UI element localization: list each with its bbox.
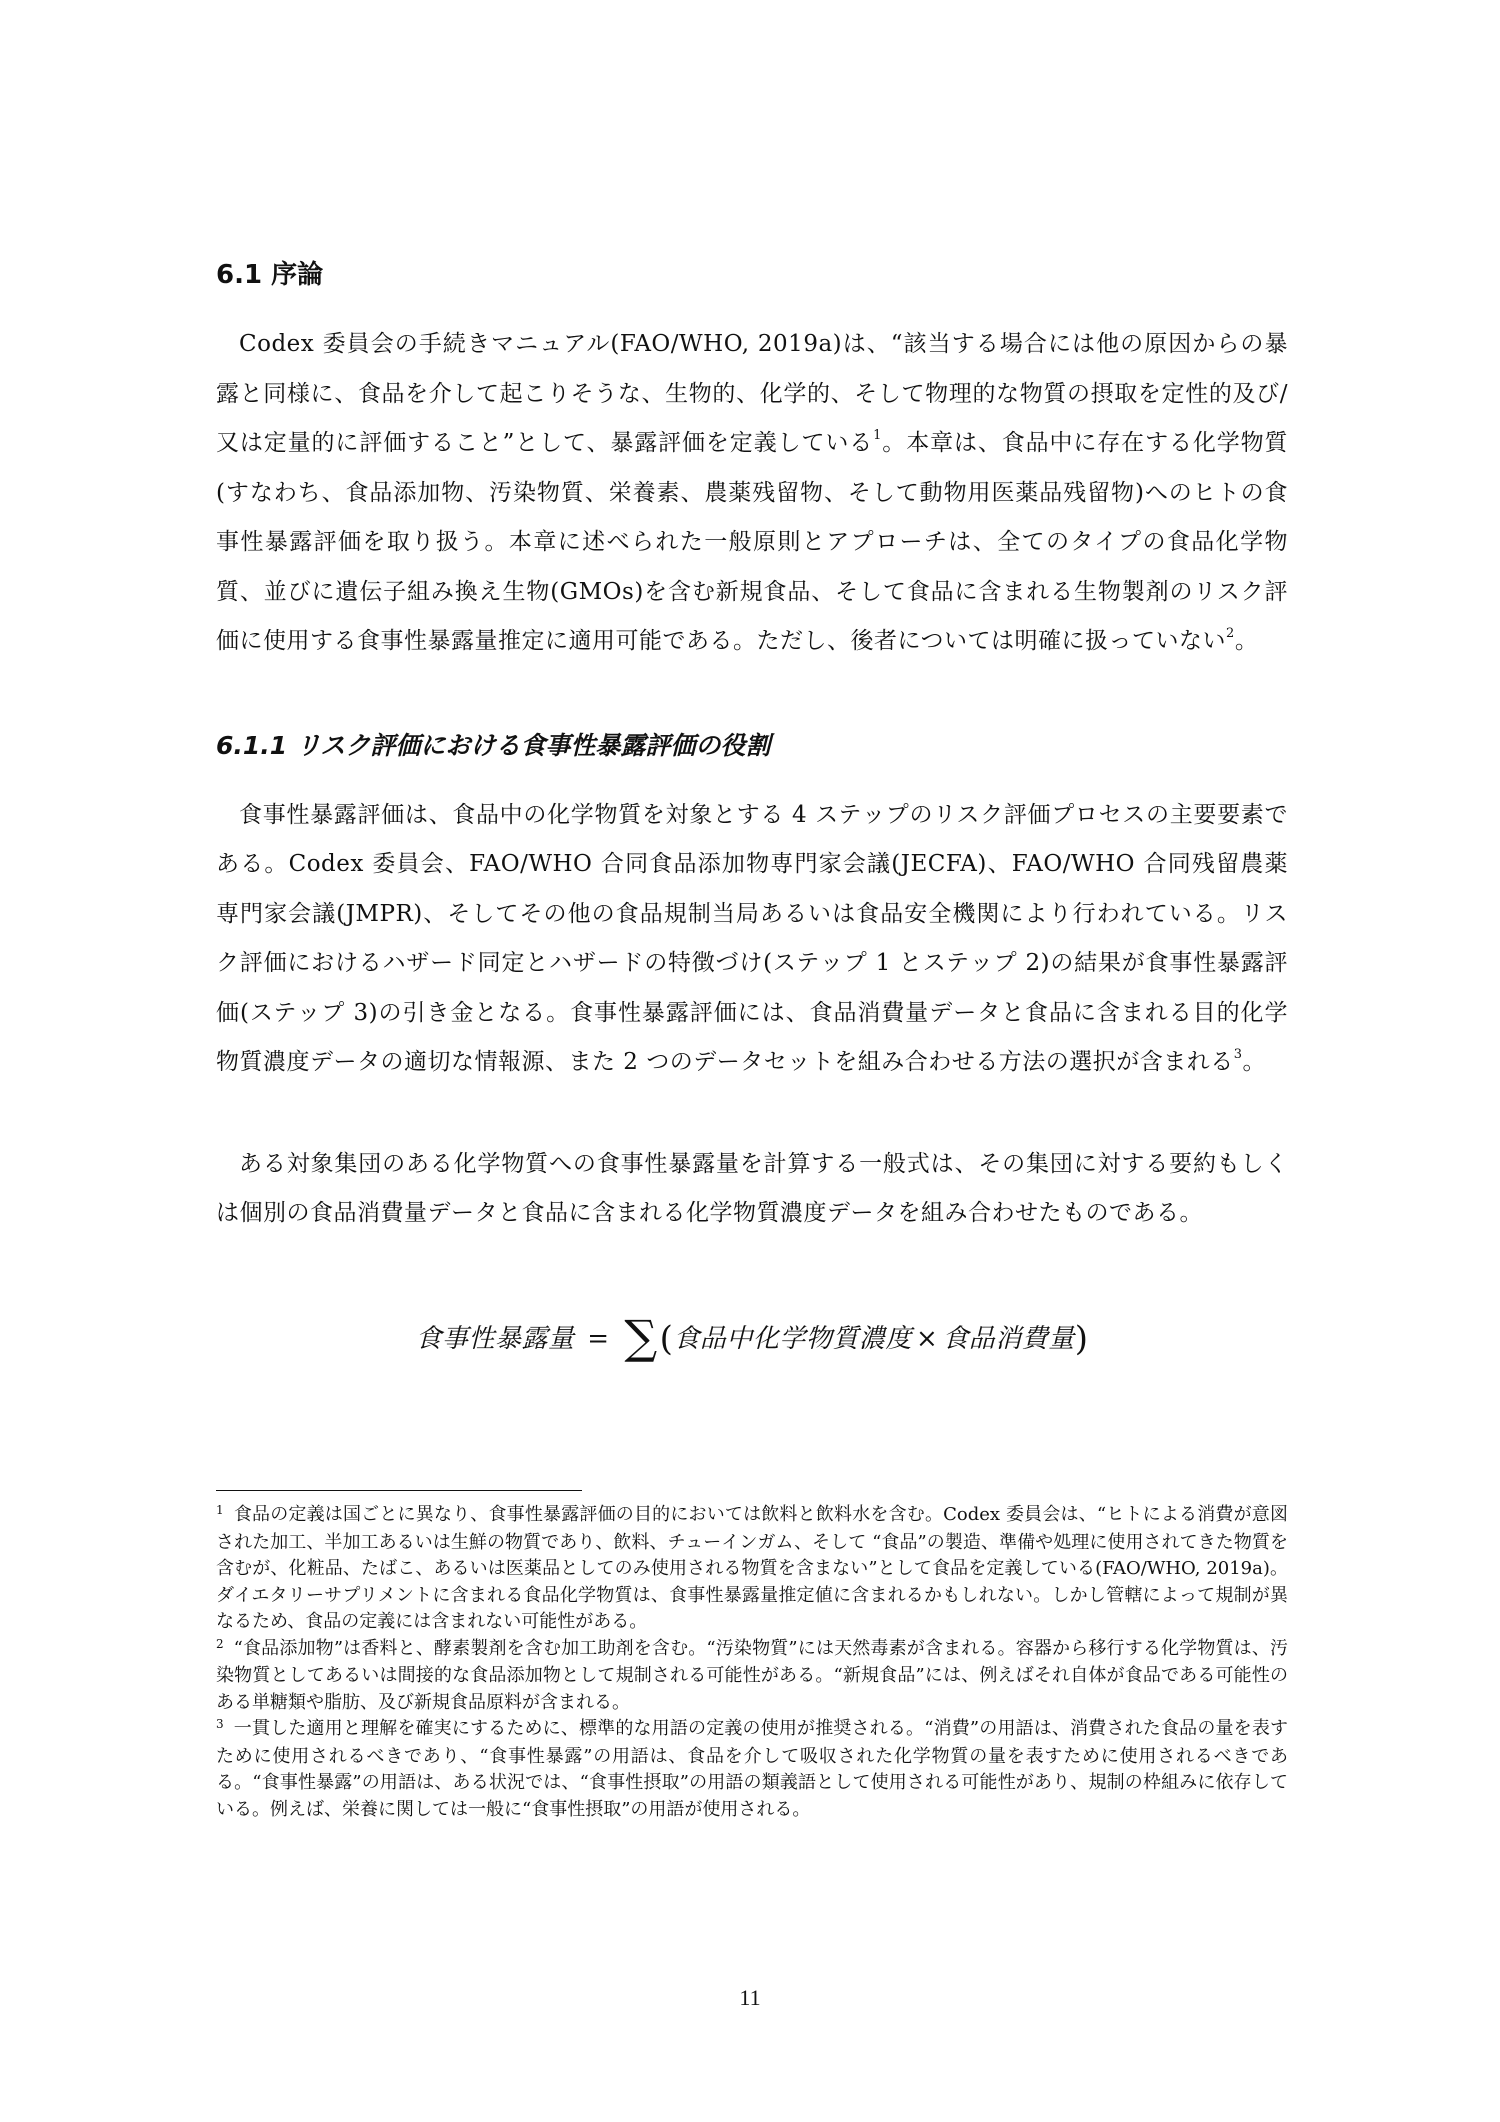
- footnote-text: “食品添加物”は香料と、酵素製剤を含む加工助剤を含む。“汚染物質”には天然毒素が含まれる。容器から移行する化学物質は、汚染物質としてあるいは間接的な食品添加物として規制される可能性がある。“新規食品”には、例えばそれ自体が食品である可能性のある単糖類や脂肪、及び新規食品原料が含まれる。: [216, 1637, 1288, 1713]
- exposure-formula: [216, 1307, 1288, 1369]
- formula-close-paren: ): [1074, 1318, 1089, 1359]
- formula-term-consumption: 食品消費量: [942, 1323, 1075, 1354]
- footnote-ref-1[interactable]: 1: [873, 428, 882, 444]
- footnote-text: 一貫した適用と理解を確実にするために、標準的な用語の定義の使用が推奨される。“消費”の用語は、消費された食品の量を表すために使用されるべきであり、“食事性暴露”の用語は、食品を介して吸収された化学物質の量を表すために使用されるべきである。“食事性暴露”の用語は、ある状況では、“食事性摂取”の用語の類義語として使用される可能性があり、規制の枠組みに依存している。例えば、栄養に関しては一般に“食事性摂取”の用語が使用される。: [216, 1718, 1288, 1820]
- formula-sum-symbol: ∑: [624, 1309, 658, 1364]
- paragraph-text: 。: [1242, 1049, 1267, 1075]
- footnotes: [216, 1502, 1288, 1823]
- subsection-paragraph-2: ある対象集団のある化学物質への食事性暴露量を計算する一般式は、その集団に対する要約もしくは個別の食品消費量データと食品に含まれる化学物質濃度データを組み合わせたものである。: [216, 1150, 1288, 1226]
- footnote-number: 2: [216, 1636, 224, 1651]
- footnote-text: 食品の定義は国ごとに異なり、食事性暴露評価の目的においては飲料と飲料水を含む。Codex 委員会は、“ヒトによる消費が意図された加工、半加工あるいは生鮮の物質であり、飲料、チューインガム、そして “食品”の製造、準備や処理に使用されてきた物質を含むが、化粧品、たばこ、あるいは医薬品としてのみ使用される物質を含まない”として食品を定義している(FAO/WHO, 2019a)。ダイエタリーサプリメントに含まれる食品化学物質は、食事性暴露量推定値に含まれるかもしれない。しかし管轄によって規制が異なるため、食品の定義には含まれない可能性がある。: [216, 1504, 1288, 1632]
- formula-times: ×: [915, 1323, 939, 1354]
- footnote-number: 1: [216, 1503, 224, 1517]
- footnote-3: [216, 1716, 1288, 1823]
- subsection-paragraph-1: [216, 791, 1288, 1088]
- footnote-divider: [216, 1490, 582, 1491]
- section-heading: 6.1 序論: [216, 260, 324, 290]
- footnote-1: [216, 1502, 1288, 1636]
- formula-term-concentration: 食品中化学物質濃度: [673, 1323, 912, 1354]
- footnote-2: [216, 1636, 1288, 1717]
- paragraph-text: 食事性暴露評価は、食品中の化学物質を対象とする 4 ステップのリスク評価プロセスの主要要素である。Codex 委員会、FAO/WHO 合同食品添加物専門家会議(JECFA)、FAO/WHO 合同残留農薬専門家会議(JMPR)、そしてその他の食品規制当局あるいは食品安全機関により行われている。リスク評価におけるハザード同定とハザードの特徴づけ(ステップ 1 とステップ 2)の結果が食事性暴露評価(ステップ 3)の引き金となる。食事性暴露評価には、食品消費量データと食品に含まれる目的化学物質濃度データの適切な情報源、また 2 つのデータセットを組み合わせる方法の選択が含まれる: [216, 801, 1288, 1075]
- footnote-number: 3: [216, 1717, 224, 1731]
- footnote-ref-2[interactable]: 2: [1226, 626, 1235, 642]
- footnote-ref-3[interactable]: 3: [1233, 1047, 1243, 1063]
- formula-open-paren: (: [659, 1318, 674, 1359]
- section-intro-paragraph: [216, 320, 1288, 667]
- paragraph-text: Codex 委員会の手続きマニュアル(FAO/WHO, 2019a)は、“該当する場合には他の原因からの暴露と同様に、食品を介して起こりそうな、生物的、化学的、そして物理的な物質の摂取を定性的及び/又は定量的に評価すること”として、暴露評価を定義している: [216, 331, 1288, 456]
- page-number: 11: [739, 1985, 761, 2010]
- subsection-heading: 6.1.1 リスク評価における食事性暴露評価の役割: [216, 730, 771, 760]
- formula-equals: =: [587, 1323, 610, 1354]
- page-body: [216, 258, 1288, 1369]
- paragraph-text: 。: [1234, 628, 1259, 654]
- formula-lhs: 食事性暴露量: [415, 1323, 575, 1354]
- paragraph-text: 。本章は、食品中に存在する化学物質(すなわち、食品添加物、汚染物質、栄養素、農薬残留物、そして動物用医薬品残留物)へのヒトの食事性暴露評価を取り扱う。本章に述べられた一般原則とアプローチは、全てのタイプの食品化学物質、並びに遺伝子組み換え生物(GMOs)を含む新規食品、そして食品に含まれる生物製剤のリスク評価に使用する食事性暴露量推定に適用可能である。ただし、後者については明確に扱っていない: [216, 430, 1288, 654]
